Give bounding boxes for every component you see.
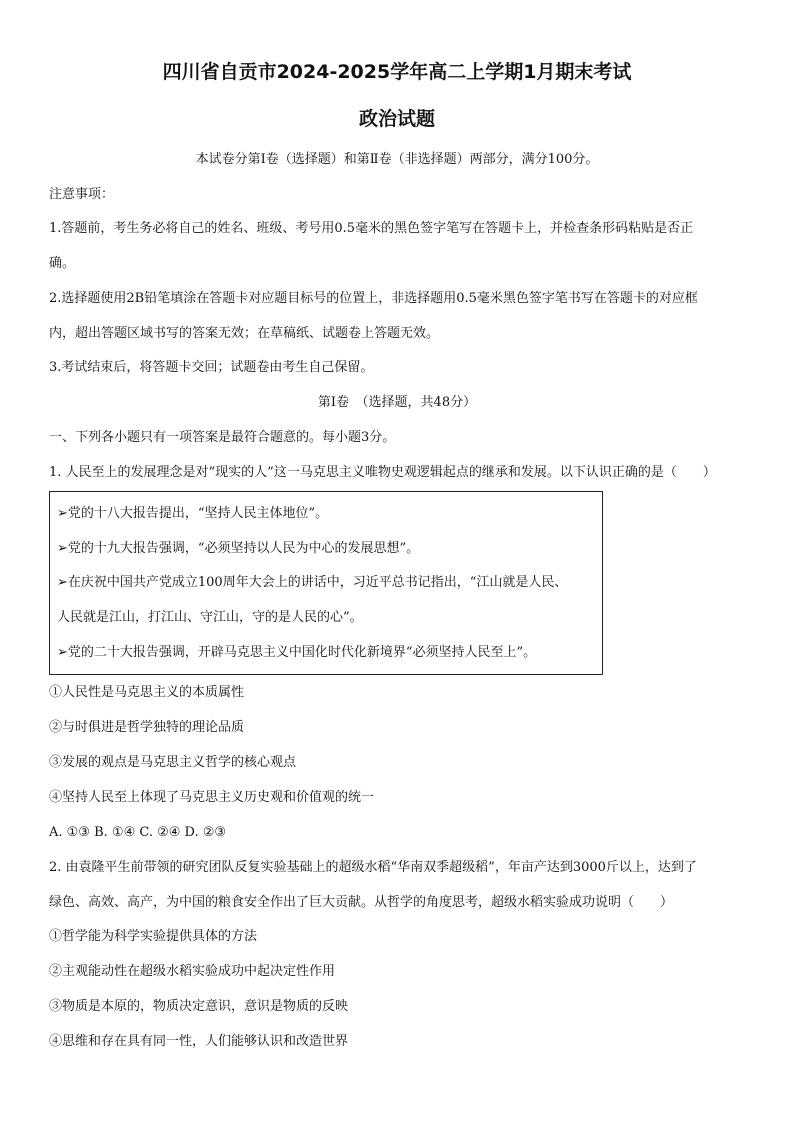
section-title: 第Ⅰ卷 （选择题，共48分） — [317, 395, 477, 410]
material-line-3: ➢在庆祝中国共产党成立100周年大会上的讲话中，习近平总书记指出，“江山就是人民、 — [57, 575, 568, 590]
question-2-stem-line-1: 2. 由袁隆平生前带领的研究团队反复实验基础上的超级水稻“华南双季超级稻”，年亩产达到3000斤以上，达到了 — [49, 860, 697, 875]
q2-option-2: ②主观能动性在超级水稻实验成功中起决定性作用 — [49, 964, 336, 979]
question-1-stem: 1. 人民至上的发展理念是对“现实的人”这一马克思主义唯物史观逻辑起点的继承和发展。以下认识正确的是（ ） — [49, 465, 716, 480]
notes-heading: 注意事项： — [49, 187, 115, 202]
material-line-5: ➢党的二十大报告强调，开辟马克思主义中国化时代化新境界“必须坚持人民至上”。 — [57, 645, 537, 660]
exam-title: 四川省自贡市2024-2025学年高二上学期1月期末考试 — [162, 61, 632, 83]
note-2-line-2: 内，超出答题区域书写的答案无效；在草稿纸、试题卷上答题无效。 — [49, 326, 440, 341]
material-line-1: ➢党的十八大报告提出，“坚持人民主体地位”。 — [57, 506, 329, 521]
exam-subtitle: 政治试题 — [358, 108, 435, 130]
q1-choices: A. ①③ B. ①④ C. ②④ D. ②③ — [49, 825, 227, 840]
section-instruction: 一、下列各小题只有一项答案是最符合题意的。每小题3分。 — [49, 430, 396, 445]
q2-option-4: ④思维和存在具有同一性，人们能够认识和改造世界 — [49, 1034, 349, 1049]
q2-option-3: ③物质是本原的，物质决定意识，意识是物质的反映 — [49, 999, 349, 1014]
exam-intro: 本试卷分第Ⅰ卷（选择题）和第Ⅱ卷（非选择题）两部分，满分100分。 — [195, 152, 599, 167]
note-2-line-1: 2.选择题使用2B铅笔填涂在答题卡对应题目标号的位置上，非选择题用0.5毫米黑色签字笔书写在答题卡的对应框 — [49, 291, 698, 306]
question-2-stem-line-2: 绿色、高效、高产，为中国的粮食安全作出了巨大贡献。从哲学的角度思考，超级水稻实验成功说明（ ） — [49, 895, 674, 910]
q1-option-3: ③发展的观点是马克思主义哲学的核心观点 — [49, 755, 297, 770]
note-1-line-1: 1.答题前，考生务必将自己的姓名、班级、考号用0.5毫米的黑色签字笔写在答题卡上，并检查条形码粘贴是否正 — [49, 221, 694, 236]
q1-option-1: ①人民性是马克思主义的本质属性 — [49, 685, 245, 700]
q2-option-1: ①哲学能为科学实验提供具体的方法 — [49, 929, 258, 944]
material-line-2: ➢党的十九大报告强调，“必须坚持以人民为中心的发展思想”。 — [57, 541, 420, 556]
note-1-line-2: 确。 — [49, 256, 76, 271]
note-3: 3.考试结束后，将答题卡交回；试题卷由考生自己保留。 — [49, 360, 374, 375]
material-line-4: 人民就是江山，打江山、守江山，守的是人民的心”。 — [57, 610, 363, 625]
q1-option-4: ④坚持人民至上体现了马克思主义历史观和价值观的统一 — [49, 790, 375, 805]
q1-option-2: ②与时俱进是哲学独特的理论品质 — [49, 720, 245, 735]
